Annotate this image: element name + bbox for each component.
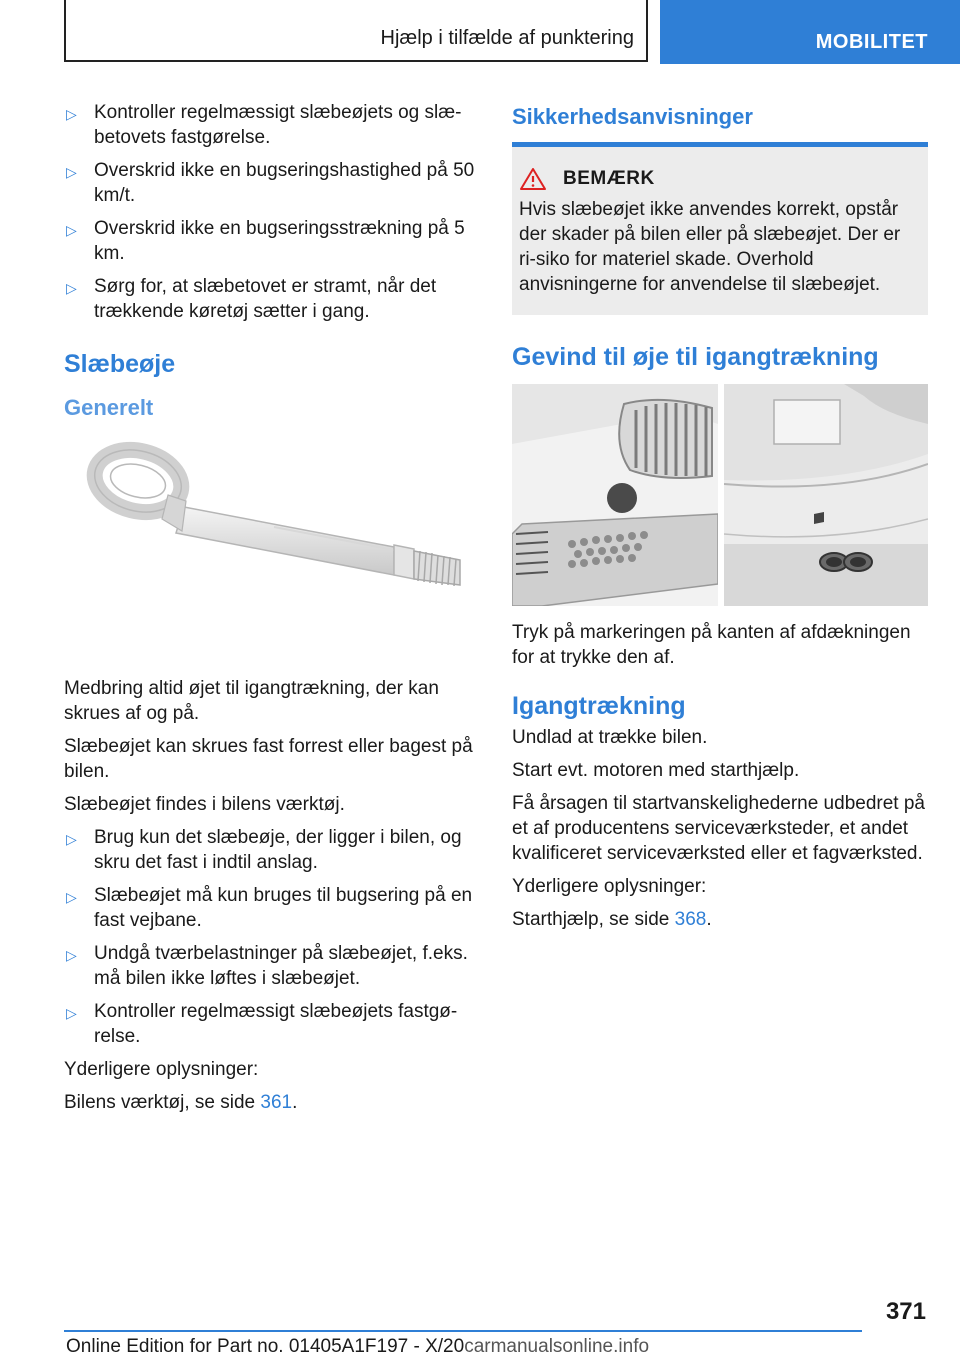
list-item-text: Brug kun det slæbeøje, der ligger i bilen, og skru det fast i indtil anslag. [94, 827, 462, 873]
cross-reference [64, 1090, 476, 1115]
cross-reference-end: . [292, 1092, 298, 1113]
cross-reference [512, 907, 928, 932]
section-heading-towing-eye: Slæbeøje [64, 350, 176, 378]
towing-eye-illustration [64, 435, 476, 663]
left-column [64, 100, 476, 1123]
footer-edition-text: Online Edition for Part no. 01405A1F197 - X/20 [66, 1336, 465, 1357]
warning-note-header [519, 167, 920, 191]
list-item [64, 158, 476, 208]
page-link-361[interactable]: 361 [260, 1092, 293, 1113]
paragraph: Undlad at trække bilen. [512, 727, 708, 748]
list-item [64, 100, 476, 150]
list-item-text: Kontroller regelmæssigt slæbeøjets og slæ-betovets fastgørelse. [94, 102, 462, 148]
footer-watermark: carmanualsonline.info [464, 1336, 650, 1357]
list-item-text: Slæbeøjet må kun bruges til bugsering på en fast vejbane. [94, 885, 473, 931]
triangle-right-icon: ▷ [66, 947, 77, 963]
list-item [64, 883, 476, 933]
more-info-label: Yderligere oplysninger: [512, 876, 707, 897]
warning-triangle-icon [519, 167, 547, 191]
paragraph: Slæbeøjet findes i bilens værktøj. [64, 794, 345, 815]
list-item-text: Overskrid ikke en bugseringsstrækning på 5 km. [94, 218, 465, 264]
triangle-right-icon: ▷ [66, 280, 77, 296]
footer-edition [66, 1336, 649, 1358]
intro-bullet-list [64, 100, 476, 324]
paragraph: Slæbeøjet kan skrues fast forrest eller bagest på bilen. [64, 736, 473, 782]
triangle-right-icon: ▷ [66, 106, 77, 122]
list-item-text: Kontroller regelmæssigt slæbeøjets fastgø-relse. [94, 1001, 458, 1047]
more-info-label: Yderligere oplysninger: [64, 1059, 259, 1080]
right-column [512, 100, 928, 940]
warning-note-label: BEMÆRK [563, 168, 655, 189]
header-section-title: Hjælp i tilfælde af punktering [380, 27, 634, 49]
warning-note-box [512, 147, 928, 315]
triangle-right-icon: ▷ [66, 222, 77, 238]
footer-rule [64, 1330, 862, 1332]
paragraph: Medbring altid øjet til igangtrækning, der kan skrues af og på. [64, 678, 439, 724]
list-item [64, 941, 476, 991]
subheading-general: Generelt [64, 395, 154, 420]
front-bumper-illustration [512, 384, 718, 606]
triangle-right-icon: ▷ [66, 889, 77, 905]
triangle-right-icon: ▷ [66, 831, 77, 847]
tow-start-heading: Igangtrækning [512, 692, 686, 720]
list-item [64, 999, 476, 1049]
list-item-text: Undgå tværbelastninger på slæbeøjet, f.eks. må bilen ikke løftes i slæbeøjet. [94, 943, 468, 989]
paragraph: Tryk på markeringen på kanten af afdækningen for at trykke den af. [512, 622, 911, 668]
thread-heading: Gevind til øje til igangtrækning [512, 343, 879, 371]
cross-reference-text: Bilens værktøj, se side [64, 1092, 261, 1113]
list-item [64, 274, 476, 324]
list-item [64, 825, 476, 875]
warning-note-text: Hvis slæbeøjet ikke anvendes korrekt, opstår der skader på bilen eller på slæbeøjet. Der er ri-siko for materiel skade. Overhold anvisningerne for anvendelse til slæbeøjet. [519, 199, 901, 295]
cross-reference-text: Starthjælp, se side [512, 909, 675, 930]
list-item-text: Overskrid ikke en bugseringshastighed på 50 km/t. [94, 160, 475, 206]
paragraph: Start evt. motoren med starthjælp. [512, 760, 800, 781]
page-number: 371 [885, 1298, 926, 1325]
list-item [64, 216, 476, 266]
safety-heading: Sikkerhedsanvisninger [512, 104, 753, 129]
rear-bumper-illustration [724, 384, 928, 606]
header-tab-mobilitet [660, 0, 960, 64]
triangle-right-icon: ▷ [66, 1005, 77, 1021]
usage-bullet-list [64, 825, 476, 1049]
cross-reference-end: . [706, 909, 712, 930]
header-tab-label: MOBILITET [815, 31, 928, 53]
header-section-box [64, 0, 648, 62]
list-item-text: Sørg for, at slæbetovet er stramt, når det trækkende køretøj sætter i gang. [94, 276, 437, 322]
paragraph: Få årsagen til startvanskelighederne udbedret på et af producentens serviceværksteder, et andet kvalificeret serviceværksted eller et fagværksted. [512, 793, 925, 864]
triangle-right-icon: ▷ [66, 164, 77, 180]
car-illustrations [512, 384, 928, 606]
page-link-368[interactable]: 368 [674, 909, 707, 930]
